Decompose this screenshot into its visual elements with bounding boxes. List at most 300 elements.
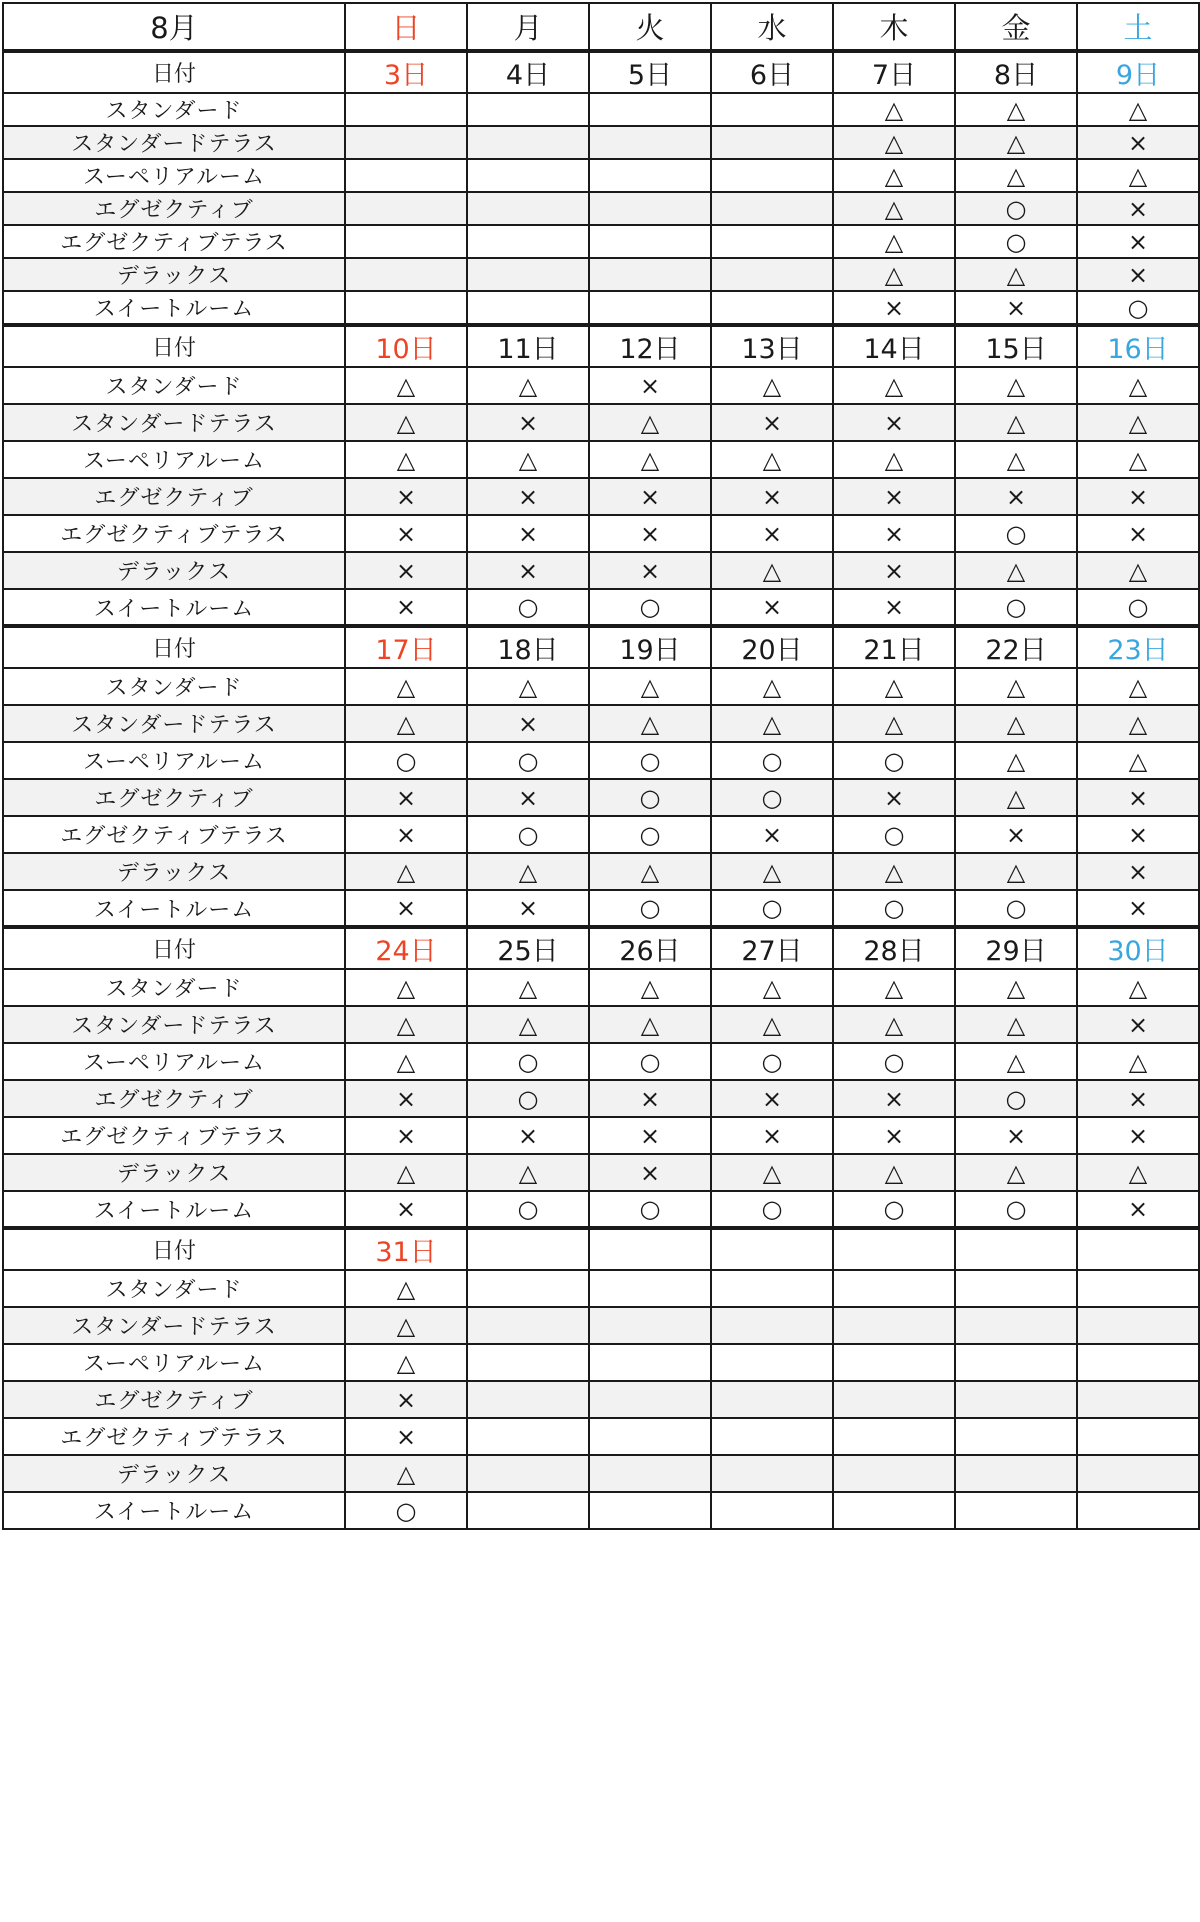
weekday-wednesday: 水 — [711, 3, 833, 51]
availability-mark-saturday: ○ — [1077, 291, 1199, 325]
availability-mark-sunday — [345, 126, 467, 159]
availability-mark-tuesday: × — [589, 478, 711, 515]
availability-mark-saturday — [1077, 1344, 1199, 1381]
availability-mark-thursday: △ — [833, 126, 955, 159]
room-type-label: スーペリアルーム — [3, 742, 345, 779]
availability-mark-tuesday — [589, 258, 711, 291]
date-row-label: 日付 — [3, 626, 345, 668]
availability-mark-saturday: ○ — [1077, 589, 1199, 626]
availability-mark-friday — [955, 1270, 1077, 1307]
availability-mark-wednesday — [711, 1381, 833, 1418]
availability-mark-friday — [955, 1418, 1077, 1455]
availability-mark-sunday: × — [345, 779, 467, 816]
availability-mark-thursday: △ — [833, 159, 955, 192]
weekday-friday: 金 — [955, 3, 1077, 51]
availability-mark-wednesday — [711, 126, 833, 159]
availability-mark-wednesday — [711, 1307, 833, 1344]
availability-mark-monday: × — [467, 515, 589, 552]
date-row — [3, 325, 1199, 367]
availability-mark-monday: ○ — [467, 742, 589, 779]
room-row — [3, 742, 1199, 779]
availability-mark-sunday — [345, 258, 467, 291]
availability-mark-friday: △ — [955, 779, 1077, 816]
availability-mark-sunday: △ — [345, 1006, 467, 1043]
availability-mark-monday: × — [467, 552, 589, 589]
date-cell-wednesday: 6日 — [711, 51, 833, 93]
date-cell-friday — [955, 1228, 1077, 1270]
availability-mark-friday: ○ — [955, 1191, 1077, 1228]
availability-mark-saturday: × — [1077, 478, 1199, 515]
availability-mark-tuesday — [589, 1381, 711, 1418]
availability-mark-monday: △ — [467, 441, 589, 478]
availability-mark-wednesday: △ — [711, 668, 833, 705]
availability-mark-tuesday — [589, 93, 711, 126]
date-cell-thursday: 21日 — [833, 626, 955, 668]
room-row — [3, 1154, 1199, 1191]
availability-mark-thursday: △ — [833, 1006, 955, 1043]
availability-mark-saturday: △ — [1077, 552, 1199, 589]
room-type-label: スイートルーム — [3, 291, 345, 325]
availability-mark-thursday: △ — [833, 192, 955, 225]
availability-mark-thursday — [833, 1455, 955, 1492]
room-type-label: デラックス — [3, 258, 345, 291]
availability-mark-tuesday: △ — [589, 853, 711, 890]
availability-mark-sunday: △ — [345, 367, 467, 404]
room-type-label: デラックス — [3, 1455, 345, 1492]
availability-mark-friday: △ — [955, 552, 1077, 589]
availability-mark-tuesday — [589, 1492, 711, 1529]
availability-mark-thursday: ○ — [833, 890, 955, 927]
availability-mark-wednesday: × — [711, 589, 833, 626]
date-row — [3, 927, 1199, 969]
availability-mark-thursday: △ — [833, 705, 955, 742]
date-cell-tuesday: 19日 — [589, 626, 711, 668]
availability-mark-thursday: △ — [833, 258, 955, 291]
availability-mark-friday — [955, 1344, 1077, 1381]
availability-mark-monday — [467, 159, 589, 192]
availability-mark-friday: △ — [955, 853, 1077, 890]
availability-mark-friday — [955, 1381, 1077, 1418]
room-row — [3, 1043, 1199, 1080]
availability-mark-wednesday: △ — [711, 1154, 833, 1191]
availability-mark-tuesday — [589, 1418, 711, 1455]
availability-mark-saturday — [1077, 1492, 1199, 1529]
availability-mark-thursday: × — [833, 404, 955, 441]
date-cell-friday: 8日 — [955, 51, 1077, 93]
availability-mark-sunday — [345, 159, 467, 192]
date-cell-saturday: 9日 — [1077, 51, 1199, 93]
availability-mark-sunday: ○ — [345, 742, 467, 779]
availability-mark-saturday: × — [1077, 225, 1199, 258]
availability-mark-monday — [467, 1344, 589, 1381]
availability-mark-monday: ○ — [467, 816, 589, 853]
availability-mark-wednesday: × — [711, 1117, 833, 1154]
date-cell-thursday: 7日 — [833, 51, 955, 93]
availability-mark-friday: ○ — [955, 589, 1077, 626]
room-type-label: スタンダード — [3, 1270, 345, 1307]
room-row — [3, 589, 1199, 626]
weekday-tuesday: 火 — [589, 3, 711, 51]
room-row — [3, 668, 1199, 705]
availability-mark-wednesday: ○ — [711, 1191, 833, 1228]
availability-mark-saturday: × — [1077, 192, 1199, 225]
room-row — [3, 853, 1199, 890]
availability-mark-friday — [955, 1492, 1077, 1529]
availability-mark-saturday: × — [1077, 779, 1199, 816]
room-row — [3, 1381, 1199, 1418]
availability-mark-tuesday: ○ — [589, 779, 711, 816]
availability-mark-thursday — [833, 1418, 955, 1455]
room-type-label: スイートルーム — [3, 890, 345, 927]
availability-mark-monday: × — [467, 705, 589, 742]
availability-mark-thursday: × — [833, 478, 955, 515]
availability-mark-sunday: △ — [345, 853, 467, 890]
availability-mark-thursday — [833, 1307, 955, 1344]
availability-mark-sunday: △ — [345, 404, 467, 441]
availability-mark-monday: △ — [467, 668, 589, 705]
room-type-label: デラックス — [3, 853, 345, 890]
availability-mark-thursday: ○ — [833, 742, 955, 779]
availability-mark-saturday: △ — [1077, 404, 1199, 441]
room-type-label: スーペリアルーム — [3, 1344, 345, 1381]
availability-mark-sunday — [345, 225, 467, 258]
availability-mark-saturday: × — [1077, 1006, 1199, 1043]
availability-mark-monday — [467, 291, 589, 325]
availability-mark-tuesday — [589, 159, 711, 192]
room-row — [3, 404, 1199, 441]
availability-mark-monday: × — [467, 890, 589, 927]
room-type-label: スタンダード — [3, 93, 345, 126]
availability-mark-saturday: △ — [1077, 1043, 1199, 1080]
availability-mark-thursday: × — [833, 589, 955, 626]
availability-mark-tuesday: × — [589, 367, 711, 404]
availability-mark-tuesday: × — [589, 552, 711, 589]
availability-mark-thursday: ○ — [833, 1043, 955, 1080]
availability-mark-wednesday: △ — [711, 705, 833, 742]
availability-mark-saturday — [1077, 1381, 1199, 1418]
room-type-label: エグゼクティブ — [3, 478, 345, 515]
room-type-label: スタンダードテラス — [3, 126, 345, 159]
availability-mark-friday: △ — [955, 1006, 1077, 1043]
availability-mark-saturday: △ — [1077, 969, 1199, 1006]
availability-mark-monday: △ — [467, 969, 589, 1006]
date-row-label: 日付 — [3, 927, 345, 969]
availability-mark-thursday: × — [833, 1117, 955, 1154]
room-type-label: エグゼクティブテラス — [3, 225, 345, 258]
availability-mark-thursday: ○ — [833, 816, 955, 853]
room-row — [3, 779, 1199, 816]
availability-mark-monday: × — [467, 779, 589, 816]
availability-mark-saturday: × — [1077, 816, 1199, 853]
availability-mark-saturday: △ — [1077, 159, 1199, 192]
room-row — [3, 1307, 1199, 1344]
availability-mark-tuesday: ○ — [589, 816, 711, 853]
availability-mark-sunday: △ — [345, 969, 467, 1006]
availability-mark-tuesday — [589, 1307, 711, 1344]
availability-mark-wednesday: × — [711, 515, 833, 552]
availability-mark-monday — [467, 192, 589, 225]
availability-mark-saturday: △ — [1077, 705, 1199, 742]
room-type-label: スタンダード — [3, 367, 345, 404]
availability-mark-tuesday: ○ — [589, 1191, 711, 1228]
availability-mark-saturday: × — [1077, 515, 1199, 552]
weekday-monday: 月 — [467, 3, 589, 51]
weekday-thursday: 木 — [833, 3, 955, 51]
availability-mark-wednesday — [711, 258, 833, 291]
date-row — [3, 1228, 1199, 1270]
availability-mark-sunday: × — [345, 478, 467, 515]
date-cell-sunday: 3日 — [345, 51, 467, 93]
availability-mark-monday: △ — [467, 367, 589, 404]
availability-mark-wednesday — [711, 1455, 833, 1492]
date-cell-monday — [467, 1228, 589, 1270]
date-row-label: 日付 — [3, 325, 345, 367]
date-cell-tuesday: 5日 — [589, 51, 711, 93]
availability-mark-friday: ○ — [955, 225, 1077, 258]
room-type-label: スイートルーム — [3, 1492, 345, 1529]
availability-mark-thursday: × — [833, 291, 955, 325]
weekday-saturday: 土 — [1077, 3, 1199, 51]
room-type-label: スタンダードテラス — [3, 1006, 345, 1043]
room-type-label: スタンダード — [3, 668, 345, 705]
availability-mark-thursday: × — [833, 1080, 955, 1117]
availability-mark-saturday: × — [1077, 853, 1199, 890]
availability-mark-monday: × — [467, 478, 589, 515]
room-row — [3, 890, 1199, 927]
availability-mark-sunday — [345, 93, 467, 126]
availability-mark-thursday — [833, 1381, 955, 1418]
availability-mark-sunday: × — [345, 515, 467, 552]
availability-mark-saturday: △ — [1077, 1154, 1199, 1191]
availability-mark-sunday: × — [345, 890, 467, 927]
availability-mark-wednesday — [711, 1344, 833, 1381]
room-type-label: スタンダードテラス — [3, 1307, 345, 1344]
availability-mark-thursday: △ — [833, 668, 955, 705]
availability-mark-monday — [467, 1270, 589, 1307]
availability-mark-sunday: × — [345, 1117, 467, 1154]
availability-mark-friday: × — [955, 478, 1077, 515]
date-row-label: 日付 — [3, 51, 345, 93]
availability-mark-saturday: × — [1077, 1080, 1199, 1117]
calendar-body — [3, 3, 1199, 1529]
availability-mark-sunday: ○ — [345, 1492, 467, 1529]
room-row — [3, 478, 1199, 515]
availability-mark-saturday — [1077, 1307, 1199, 1344]
availability-mark-saturday: × — [1077, 1117, 1199, 1154]
date-cell-tuesday — [589, 1228, 711, 1270]
room-type-label: エグゼクティブテラス — [3, 1418, 345, 1455]
availability-mark-sunday: × — [345, 1080, 467, 1117]
room-type-label: エグゼクティブテラス — [3, 1117, 345, 1154]
availability-mark-saturday: △ — [1077, 742, 1199, 779]
date-cell-thursday: 14日 — [833, 325, 955, 367]
availability-mark-tuesday — [589, 1455, 711, 1492]
availability-mark-friday: × — [955, 291, 1077, 325]
availability-mark-wednesday: △ — [711, 367, 833, 404]
date-cell-thursday — [833, 1228, 955, 1270]
availability-mark-thursday — [833, 1344, 955, 1381]
availability-mark-sunday — [345, 192, 467, 225]
date-cell-saturday: 30日 — [1077, 927, 1199, 969]
room-row — [3, 1080, 1199, 1117]
availability-mark-sunday: × — [345, 1381, 467, 1418]
availability-mark-thursday — [833, 1492, 955, 1529]
date-cell-saturday: 23日 — [1077, 626, 1199, 668]
room-type-label: スーペリアルーム — [3, 1043, 345, 1080]
room-row — [3, 816, 1199, 853]
room-type-label: エグゼクティブテラス — [3, 816, 345, 853]
availability-mark-wednesday: △ — [711, 853, 833, 890]
availability-mark-sunday: △ — [345, 1154, 467, 1191]
date-cell-saturday: 16日 — [1077, 325, 1199, 367]
availability-mark-monday: △ — [467, 1154, 589, 1191]
availability-mark-friday: ○ — [955, 890, 1077, 927]
availability-mark-monday: ○ — [467, 1191, 589, 1228]
availability-mark-monday: ○ — [467, 1043, 589, 1080]
weekday-header-row — [3, 3, 1199, 51]
availability-mark-wednesday: ○ — [711, 742, 833, 779]
availability-mark-friday: △ — [955, 367, 1077, 404]
availability-mark-friday — [955, 1307, 1077, 1344]
date-cell-wednesday — [711, 1228, 833, 1270]
availability-mark-friday: × — [955, 816, 1077, 853]
date-row-label: 日付 — [3, 1228, 345, 1270]
availability-mark-saturday: × — [1077, 258, 1199, 291]
availability-mark-thursday: △ — [833, 225, 955, 258]
availability-mark-tuesday — [589, 291, 711, 325]
availability-mark-friday: △ — [955, 1043, 1077, 1080]
room-row — [3, 258, 1199, 291]
date-row — [3, 51, 1199, 93]
availability-mark-friday: ○ — [955, 515, 1077, 552]
availability-mark-sunday — [345, 291, 467, 325]
availability-mark-thursday: △ — [833, 853, 955, 890]
availability-mark-tuesday: ○ — [589, 1043, 711, 1080]
date-cell-wednesday: 20日 — [711, 626, 833, 668]
room-row — [3, 126, 1199, 159]
availability-mark-thursday: △ — [833, 441, 955, 478]
room-row — [3, 225, 1199, 258]
date-cell-monday: 25日 — [467, 927, 589, 969]
availability-mark-thursday: × — [833, 515, 955, 552]
availability-mark-friday: △ — [955, 742, 1077, 779]
room-row — [3, 1492, 1199, 1529]
availability-mark-sunday: △ — [345, 668, 467, 705]
availability-mark-wednesday: ○ — [711, 890, 833, 927]
date-cell-friday: 15日 — [955, 325, 1077, 367]
room-row — [3, 1344, 1199, 1381]
weekday-sunday: 日 — [345, 3, 467, 51]
room-type-label: スイートルーム — [3, 589, 345, 626]
availability-mark-sunday: × — [345, 1191, 467, 1228]
room-type-label: スタンダードテラス — [3, 404, 345, 441]
availability-mark-thursday: × — [833, 552, 955, 589]
availability-mark-saturday: × — [1077, 890, 1199, 927]
availability-mark-sunday: △ — [345, 1270, 467, 1307]
date-cell-saturday — [1077, 1228, 1199, 1270]
availability-mark-tuesday: × — [589, 1154, 711, 1191]
availability-mark-saturday: △ — [1077, 668, 1199, 705]
date-cell-tuesday: 12日 — [589, 325, 711, 367]
availability-mark-sunday: △ — [345, 1344, 467, 1381]
availability-mark-tuesday — [589, 225, 711, 258]
date-cell-sunday: 24日 — [345, 927, 467, 969]
availability-mark-saturday: △ — [1077, 93, 1199, 126]
availability-mark-friday: △ — [955, 668, 1077, 705]
availability-mark-tuesday — [589, 192, 711, 225]
date-cell-wednesday: 27日 — [711, 927, 833, 969]
availability-mark-tuesday: △ — [589, 1006, 711, 1043]
availability-mark-sunday: △ — [345, 1043, 467, 1080]
availability-mark-sunday: × — [345, 552, 467, 589]
date-cell-monday: 18日 — [467, 626, 589, 668]
room-row — [3, 1418, 1199, 1455]
availability-mark-saturday: × — [1077, 1191, 1199, 1228]
availability-mark-friday: ○ — [955, 192, 1077, 225]
availability-mark-wednesday: △ — [711, 969, 833, 1006]
availability-calendar-table — [2, 2, 1200, 1530]
date-cell-monday: 11日 — [467, 325, 589, 367]
room-type-label: エグゼクティブ — [3, 1080, 345, 1117]
availability-mark-monday: △ — [467, 1006, 589, 1043]
availability-mark-tuesday: × — [589, 515, 711, 552]
availability-mark-monday: △ — [467, 853, 589, 890]
availability-mark-wednesday: ○ — [711, 1043, 833, 1080]
availability-mark-wednesday: △ — [711, 552, 833, 589]
availability-mark-saturday — [1077, 1455, 1199, 1492]
availability-mark-tuesday — [589, 1344, 711, 1381]
availability-mark-thursday: △ — [833, 367, 955, 404]
availability-mark-tuesday: △ — [589, 705, 711, 742]
availability-mark-friday: △ — [955, 969, 1077, 1006]
room-row — [3, 1006, 1199, 1043]
availability-mark-wednesday: × — [711, 404, 833, 441]
availability-mark-monday — [467, 126, 589, 159]
availability-mark-tuesday: △ — [589, 668, 711, 705]
room-type-label: デラックス — [3, 1154, 345, 1191]
date-cell-tuesday: 26日 — [589, 927, 711, 969]
availability-mark-wednesday: × — [711, 1080, 833, 1117]
availability-mark-thursday: △ — [833, 93, 955, 126]
availability-mark-wednesday — [711, 192, 833, 225]
availability-mark-sunday: △ — [345, 705, 467, 742]
availability-mark-wednesday: × — [711, 478, 833, 515]
availability-mark-friday: × — [955, 1117, 1077, 1154]
room-row — [3, 1270, 1199, 1307]
room-type-label: エグゼクティブ — [3, 192, 345, 225]
room-row — [3, 93, 1199, 126]
availability-mark-thursday — [833, 1270, 955, 1307]
availability-mark-wednesday — [711, 291, 833, 325]
room-row — [3, 1117, 1199, 1154]
room-type-label: エグゼクティブテラス — [3, 515, 345, 552]
room-type-label: デラックス — [3, 552, 345, 589]
availability-mark-monday: × — [467, 1117, 589, 1154]
room-row — [3, 159, 1199, 192]
availability-mark-wednesday: × — [711, 816, 833, 853]
room-row — [3, 705, 1199, 742]
availability-mark-friday: △ — [955, 1154, 1077, 1191]
date-cell-sunday: 10日 — [345, 325, 467, 367]
availability-mark-tuesday: × — [589, 1080, 711, 1117]
availability-mark-tuesday — [589, 1270, 711, 1307]
availability-mark-saturday — [1077, 1270, 1199, 1307]
availability-mark-friday: ○ — [955, 1080, 1077, 1117]
month-title: 8月 — [3, 3, 345, 51]
availability-mark-monday — [467, 258, 589, 291]
availability-mark-wednesday — [711, 93, 833, 126]
date-cell-sunday: 31日 — [345, 1228, 467, 1270]
